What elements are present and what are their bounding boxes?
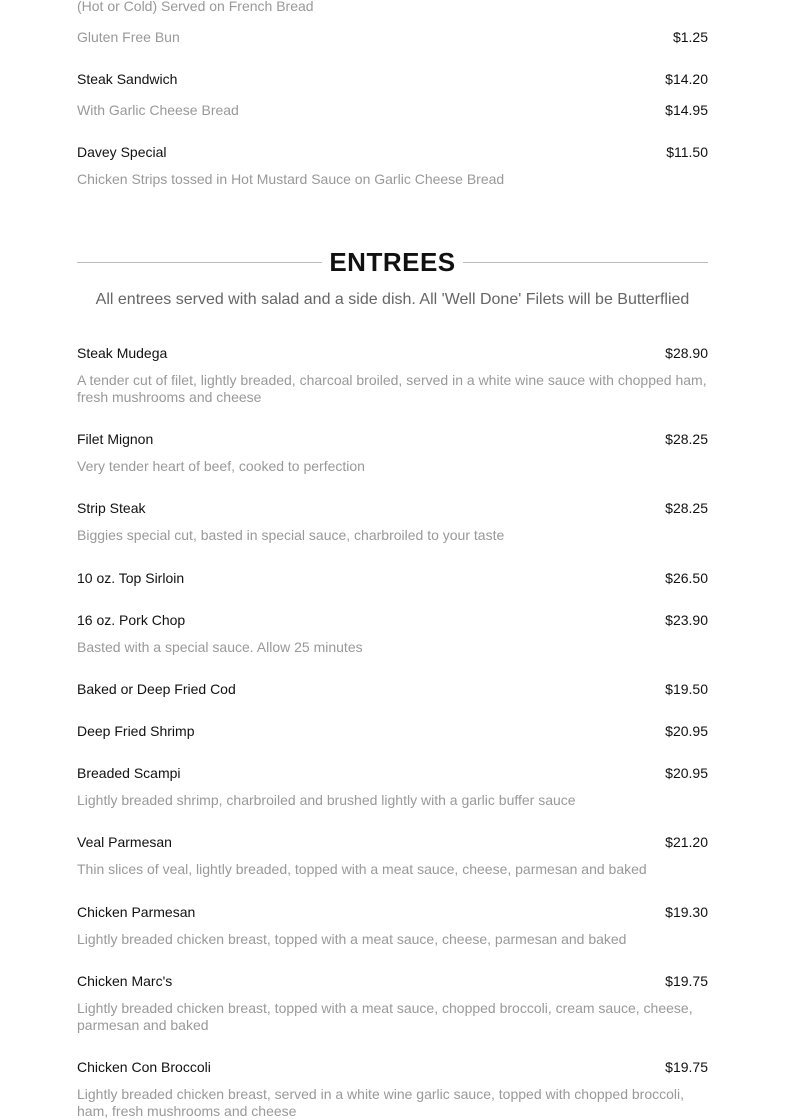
section-subtitle: All entrees served with salad and a side dish. All 'Well Done' Filets will be Butterflied [95, 291, 690, 308]
item-description: Lightly breaded chicken breast, topped with a meat sauce, cheese, parmesan and baked [77, 931, 627, 947]
menu-item-name: Veal Parmesan [77, 834, 172, 850]
menu-item-price: $1.25 [672, 29, 708, 45]
menu-item-price: $21.20 [665, 834, 708, 850]
menu-item-variant-name: Gluten Free Bun [77, 29, 180, 45]
menu-item-name: Steak Mudega [77, 345, 168, 361]
menu-item-price: $19.75 [665, 1059, 708, 1075]
menu-item-name: Chicken Parmesan [77, 904, 196, 920]
section-title [0, 247, 785, 277]
menu-item-name: Deep Fried Shrimp [77, 723, 195, 739]
menu-item-name: Davey Special [77, 144, 167, 160]
item-description: Thin slices of veal, lightly breaded, topped with a meat sauce, cheese, parmesan and baked [77, 861, 647, 877]
item-description: Chicken Strips tossed in Hot Mustard Sauce on Garlic Cheese Bread [77, 171, 505, 187]
menu-item-name: 10 oz. Top Sirloin [77, 570, 185, 586]
item-description: Lightly breaded chicken breast, served in a white wine garlic sauce, topped with chopped broccoli, ham, fresh mushrooms and cheese [77, 1086, 685, 1119]
menu-item-price: $14.20 [665, 71, 708, 87]
menu-item-price: $28.25 [665, 500, 708, 516]
menu-item-price: $20.95 [665, 765, 708, 781]
item-description: Very tender heart of beef, cooked to perfection [77, 458, 365, 474]
menu-item-name: Breaded Scampi [77, 765, 181, 781]
menu-item-price: $19.50 [665, 681, 708, 697]
menu-item-price: $19.75 [665, 973, 708, 989]
menu-item-name: Filet Mignon [77, 431, 154, 447]
menu-item-name: Baked or Deep Fried Cod [77, 681, 236, 697]
item-description: (Hot or Cold) Served on French Bread [77, 0, 314, 14]
menu-item-name: 16 oz. Pork Chop [77, 612, 186, 628]
menu-item-name: Steak Sandwich [77, 71, 178, 87]
item-description: Lightly breaded chicken breast, topped with a meat sauce, chopped broccoli, cream sauce, cheese, parmesan and baked [77, 1000, 693, 1033]
item-description: Basted with a special sauce. Allow 25 minutes [77, 639, 363, 655]
menu-item-price: $28.90 [665, 345, 708, 361]
menu-item-price: $11.50 [666, 144, 708, 160]
menu-item-variant-name: With Garlic Cheese Bread [77, 102, 239, 118]
menu-item-price: $26.50 [665, 570, 708, 586]
item-description: Biggies special cut, basted in special sauce, charbroiled to your taste [77, 527, 505, 543]
section-title-text: ENTREES [322, 247, 462, 277]
menu-item-name: Chicken Marc's [77, 973, 173, 989]
menu-item-price: $14.95 [665, 102, 708, 118]
menu-item-price: $20.95 [665, 723, 708, 739]
menu-item-price: $23.90 [665, 612, 708, 628]
menu-item-price: $28.25 [665, 431, 708, 447]
item-description: A tender cut of filet, lightly breaded, charcoal broiled, served in a white wine sauce with chopped ham, fresh mushrooms and cheese [77, 372, 707, 405]
item-description: Lightly breaded shrimp, charbroiled and brushed lightly with a garlic buffer sauce [77, 792, 576, 808]
menu-item-price: $19.30 [665, 904, 708, 920]
menu-item-name: Strip Steak [77, 500, 146, 516]
menu-item-name: Chicken Con Broccoli [77, 1059, 211, 1075]
